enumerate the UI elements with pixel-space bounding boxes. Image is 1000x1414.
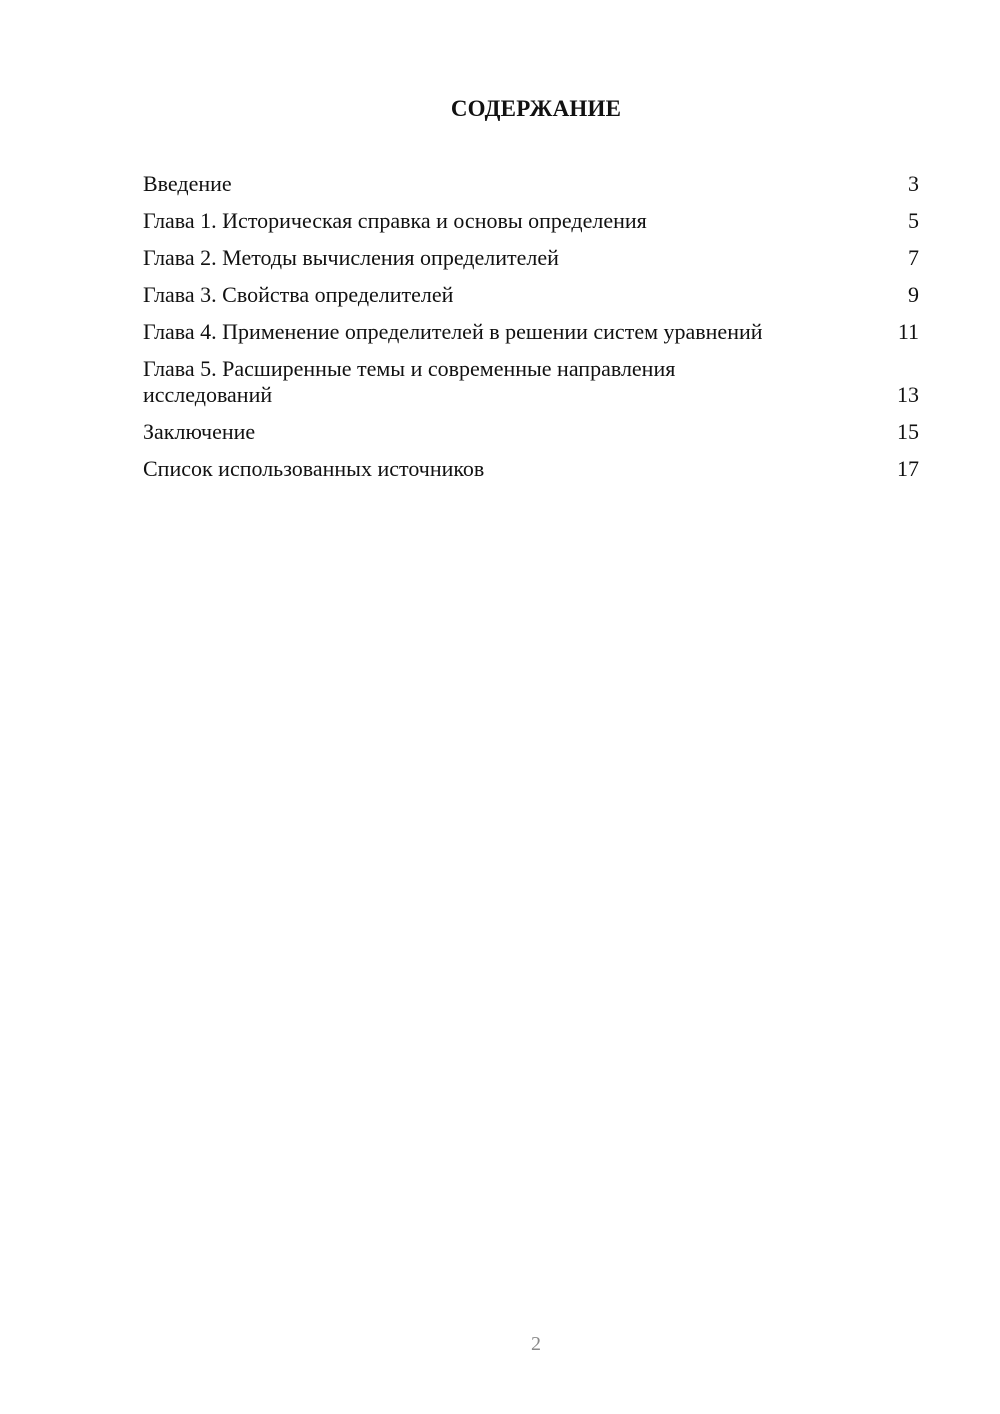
- toc-entry-title: Глава 3. Свойства определителей: [143, 282, 454, 307]
- toc-entry-chapter-1: [143, 208, 919, 234]
- toc-entry-page: 17: [897, 456, 919, 481]
- toc-entry-page: 15: [897, 419, 919, 444]
- table-of-contents: [143, 171, 919, 493]
- toc-entry-title: Глава 2. Методы вычисления определителей: [143, 245, 559, 270]
- toc-entry-page: 5: [908, 208, 919, 233]
- toc-entry-title: Заключение: [143, 419, 256, 444]
- toc-entry-page: 3: [908, 171, 919, 196]
- toc-entry-introduction: [143, 171, 919, 197]
- toc-entry-references: [143, 456, 919, 482]
- toc-entry-chapter-5: [143, 356, 919, 408]
- toc-entry-title: Глава 4. Применение определителей в решении систем уравнений: [143, 319, 763, 344]
- toc-entry-title: Глава 1. Историческая справка и основы определения: [143, 208, 647, 233]
- toc-entry-chapter-3: [143, 282, 919, 308]
- toc-entry-page: 9: [908, 282, 919, 307]
- toc-entry-page: 13: [897, 382, 919, 407]
- page-title: СОДЕРЖАНИЕ: [450, 96, 622, 121]
- toc-entry-page: 11: [897, 319, 919, 344]
- toc-entry-page: 7: [908, 245, 919, 270]
- toc-entry-conclusion: [143, 419, 919, 445]
- toc-entry-title: Список использованных источников: [143, 456, 485, 481]
- toc-entry-title: Глава 5. Расширенные темы и современные направления исследований: [143, 356, 676, 407]
- toc-entry-title: Введение: [143, 171, 232, 196]
- toc-entry-chapter-2: [143, 245, 919, 271]
- page-number: 2: [531, 1333, 541, 1355]
- toc-entry-chapter-4: [143, 319, 919, 345]
